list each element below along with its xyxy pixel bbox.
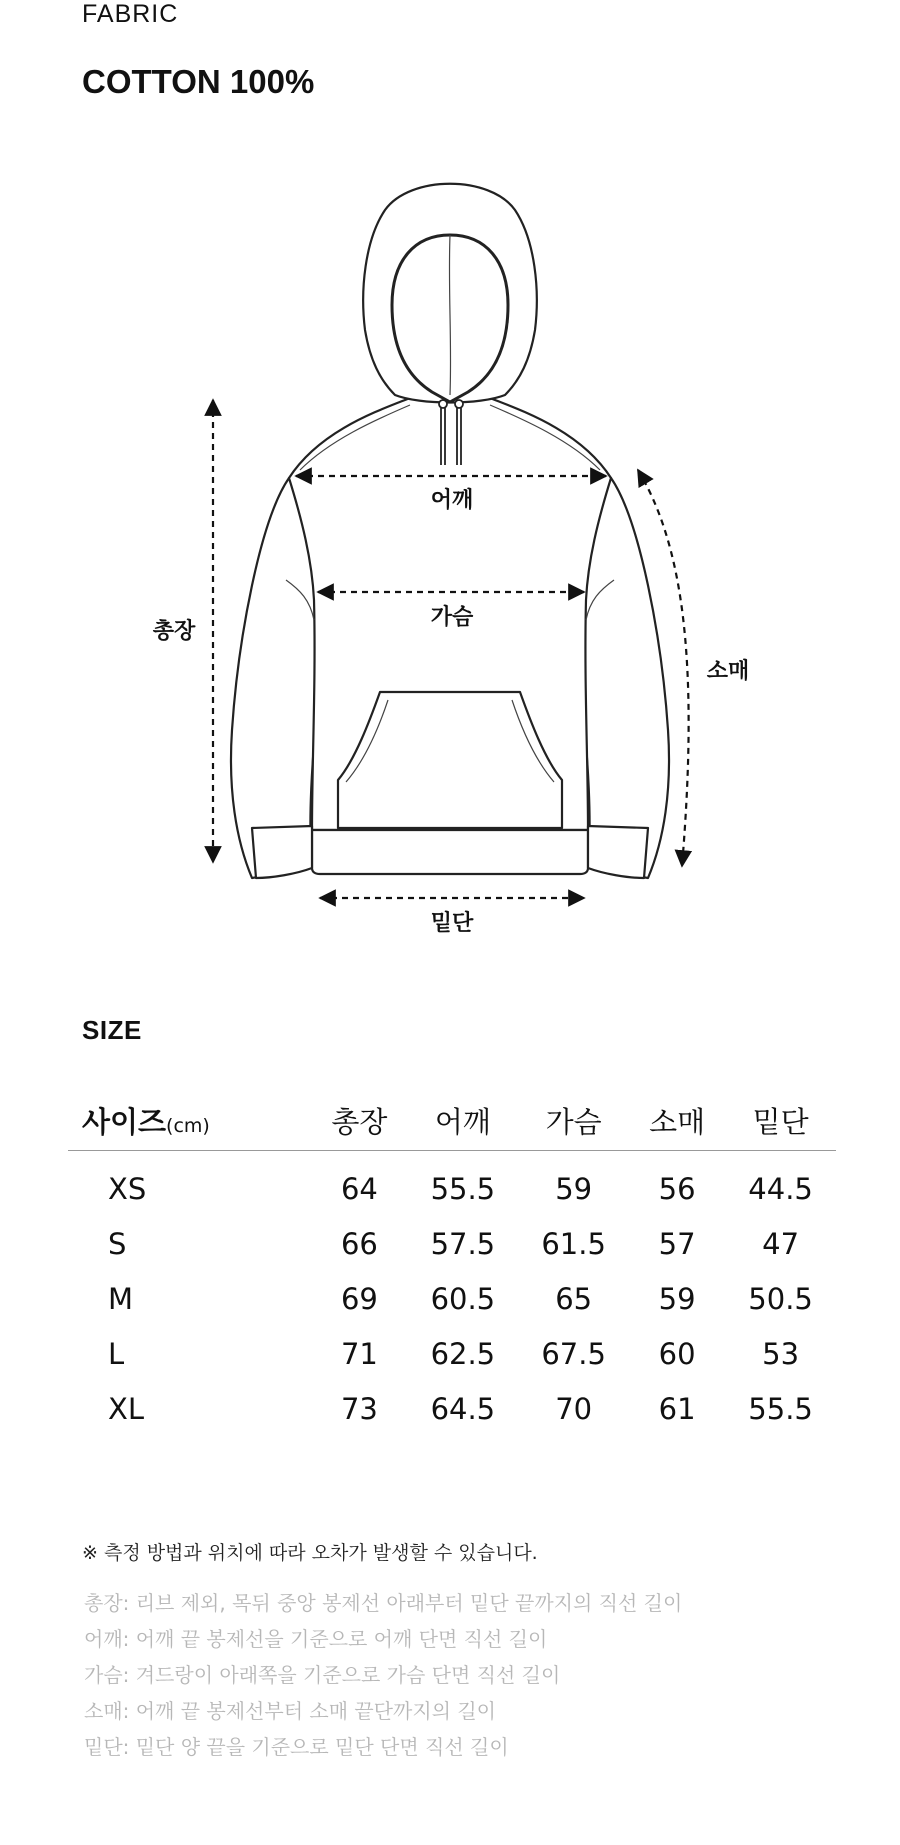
size-cell: XS bbox=[108, 1171, 147, 1206]
header-length: 총장 bbox=[311, 1090, 407, 1151]
description-shoulder: 어깨: 어깨 끝 봉제선을 기준으로 어깨 단면 직선 길이 bbox=[84, 1627, 548, 1651]
table-cell: 59 bbox=[658, 1281, 696, 1316]
table-cell: 70 bbox=[555, 1391, 593, 1426]
description-sleeve: 소매: 어깨 끝 봉제선부터 소매 끝단까지의 길이 bbox=[84, 1699, 496, 1723]
table-cell: 71 bbox=[340, 1336, 378, 1371]
table-cell: 64.5 bbox=[430, 1391, 496, 1426]
kangaroo-pocket bbox=[338, 692, 562, 828]
table-cell: 47 bbox=[762, 1226, 800, 1261]
table-row bbox=[68, 1381, 836, 1436]
waist-rib bbox=[312, 830, 588, 874]
header-hem: 밑단 bbox=[725, 1090, 836, 1151]
table-cell: 55.5 bbox=[430, 1171, 496, 1206]
table-cell: 57.5 bbox=[430, 1226, 496, 1261]
header-chest: 가슴 bbox=[518, 1090, 629, 1151]
hem-label: 밑단 bbox=[430, 911, 474, 936]
table-cell: 60 bbox=[658, 1336, 696, 1371]
table-cell: 69 bbox=[340, 1281, 378, 1316]
table-cell: 56 bbox=[658, 1171, 696, 1206]
header-size: 사이즈(cm) bbox=[68, 1090, 311, 1151]
header-shoulder: 어깨 bbox=[407, 1090, 518, 1151]
description-hem: 밑단: 밑단 양 끝을 기준으로 밑단 단면 직선 길이 bbox=[84, 1735, 509, 1759]
table-row bbox=[68, 1151, 836, 1217]
table-cell: 50.5 bbox=[748, 1281, 813, 1316]
right-cuff bbox=[588, 826, 648, 878]
header-unit: (cm) bbox=[166, 1114, 210, 1137]
table-row bbox=[68, 1271, 836, 1326]
description-chest: 가슴: 겨드랑이 아래쪽을 기준으로 가슴 단면 직선 길이 bbox=[84, 1663, 561, 1687]
fabric-label: FABRIC bbox=[82, 0, 179, 28]
measurement-disclaimer: ※ 측정 방법과 위치에 따라 오차가 발생할 수 있습니다. bbox=[82, 1542, 538, 1564]
header-sleeve: 소매 bbox=[629, 1090, 725, 1151]
table-cell: 44.5 bbox=[748, 1171, 813, 1206]
size-cell: M bbox=[108, 1281, 134, 1316]
table-cell: 59 bbox=[555, 1171, 593, 1206]
table-cell: 64 bbox=[340, 1171, 378, 1206]
fabric-value: COTTON 100% bbox=[82, 63, 315, 100]
hoodie-diagram bbox=[0, 140, 900, 970]
description-length: 총장: 리브 제외, 목뒤 중앙 봉제선 아래부터 밑단 끝까지의 직선 길이 bbox=[84, 1591, 683, 1615]
size-table bbox=[68, 1090, 836, 1436]
chest-label: 가슴 bbox=[430, 605, 474, 630]
table-cell: 61 bbox=[658, 1391, 696, 1426]
table-cell: 67.5 bbox=[541, 1336, 606, 1371]
table-cell: 57 bbox=[658, 1226, 696, 1261]
size-cell: XL bbox=[108, 1391, 145, 1426]
table-row bbox=[68, 1326, 836, 1381]
table-cell: 61.5 bbox=[541, 1226, 606, 1261]
table-cell: 55.5 bbox=[748, 1391, 813, 1426]
size-cell: L bbox=[108, 1336, 125, 1371]
size-cell: S bbox=[108, 1226, 127, 1261]
table-cell: 53 bbox=[762, 1336, 800, 1371]
table-cell: 65 bbox=[555, 1281, 593, 1316]
shoulder-label: 어깨 bbox=[430, 488, 474, 513]
size-table-header bbox=[68, 1090, 836, 1151]
table-cell: 66 bbox=[340, 1226, 378, 1261]
table-cell: 62.5 bbox=[430, 1336, 496, 1371]
sleeve-label: 소매 bbox=[706, 659, 750, 684]
measurement-descriptions bbox=[84, 1585, 682, 1765]
left-cuff bbox=[252, 826, 312, 878]
table-cell: 60.5 bbox=[430, 1281, 496, 1316]
table-cell: 73 bbox=[340, 1391, 378, 1426]
length-label: 총장 bbox=[152, 619, 196, 644]
size-section-title: SIZE bbox=[82, 1015, 142, 1045]
table-row bbox=[68, 1216, 836, 1271]
